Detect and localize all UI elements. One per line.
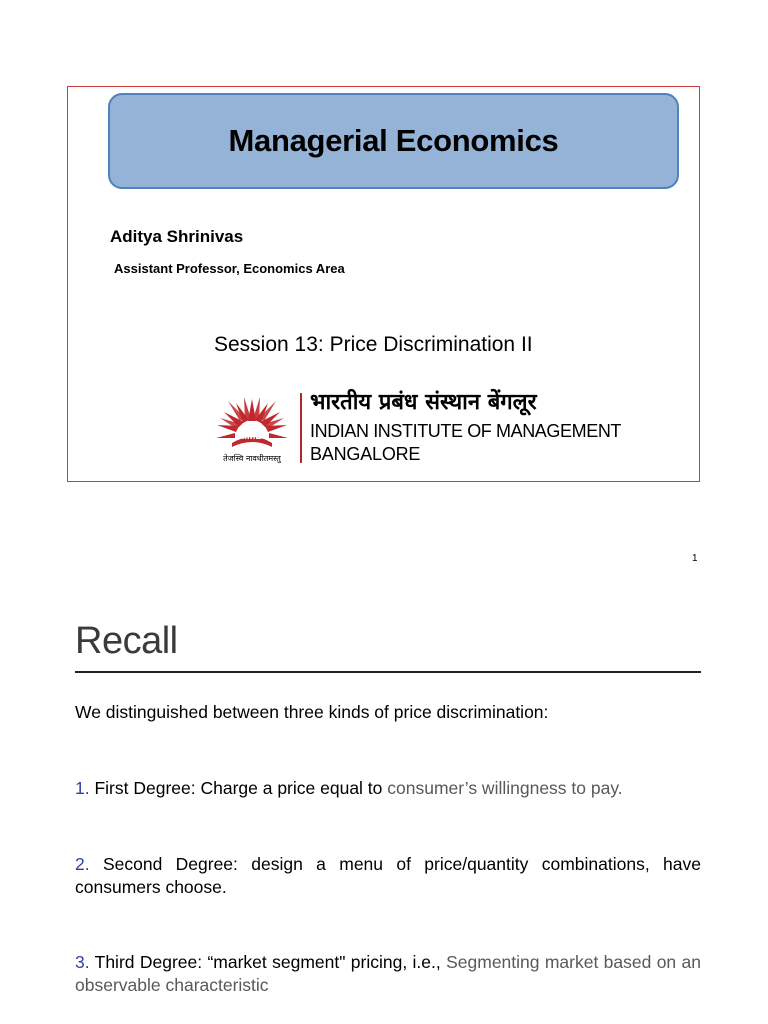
slide-title: Managerial Economics <box>228 123 559 158</box>
author-role: Assistant Professor, Economics Area <box>114 261 345 276</box>
svg-text:तेजस्वि नावधीतमस्तु: तेजस्वि नावधीतमस्तु <box>223 454 281 463</box>
list-highlight: Segmenting market based on an observable characteristic <box>75 952 701 995</box>
heading-rule <box>75 671 701 673</box>
list-number: 3. <box>75 952 90 972</box>
list-item-first-degree <box>75 777 701 800</box>
title-banner <box>108 93 679 189</box>
list-highlight: consumer’s willingness to pay. <box>387 778 623 798</box>
institute-name-hindi: भारतीय प्रबंध संस्थान बेंगलूर <box>310 390 537 415</box>
list-item-second-degree <box>75 853 701 899</box>
list-number: 1. <box>75 778 90 798</box>
svg-text:IIMB: IIMB <box>241 431 263 442</box>
author-name: Aditya Shrinivas <box>110 227 244 246</box>
intro-text: We distinguished between three kinds of price discrimination: <box>75 702 549 722</box>
slide-2-heading: Recall <box>75 620 178 662</box>
iimb-emblem-icon <box>212 391 292 465</box>
institute-name-line1: INDIAN INSTITUTE OF MANAGEMENT <box>310 421 622 441</box>
list-text: Third Degree: “market segment" pricing, i.e., <box>89 952 447 972</box>
list-text: First Degree: Charge a price equal to <box>89 778 388 798</box>
list-item-third-degree <box>75 951 701 997</box>
page-number: 1 <box>692 553 698 564</box>
institute-name-line2: BANGALORE <box>310 444 421 464</box>
list-text: Second Degree: design a menu of price/quantity combinations, have consumers choose. <box>75 854 701 897</box>
logo-divider <box>300 393 302 463</box>
session-title: Session 13: Price Discrimination II <box>214 333 533 356</box>
list-number: 2. <box>75 854 90 874</box>
